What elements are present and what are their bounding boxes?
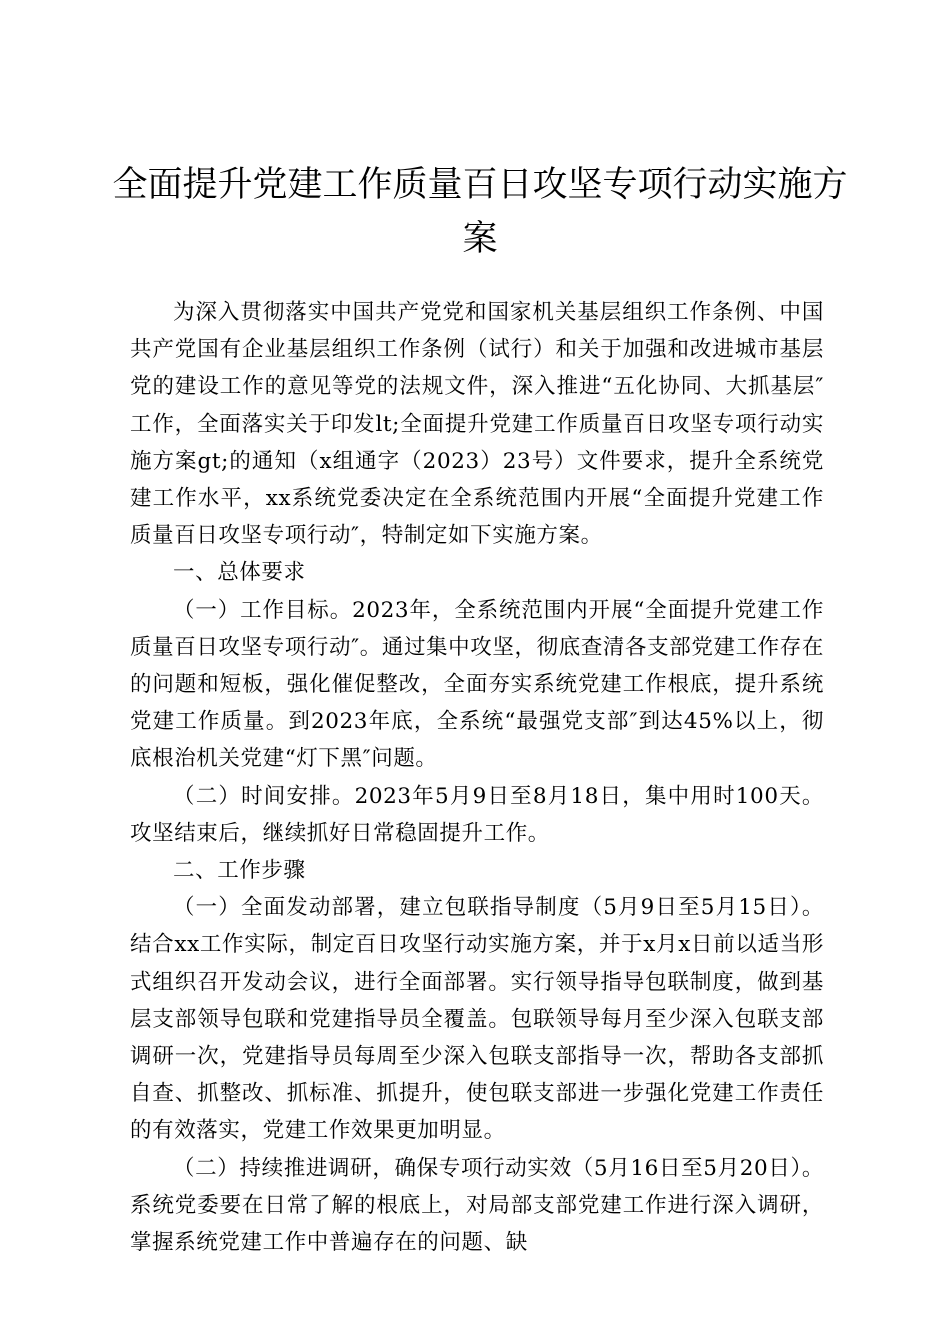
paragraph-step-one: （一）全面发动部署，建立包联指导制度（5月9日至5月15日）。结合xx工作实际，制定百日攻坚行动实施方案，并于x月x日前以适当形式组织召开发动会议，进行全面部署。实行领导指导包联制度，做到基层支部领导包联和党建指导员全覆盖。包联领导每月至少深入包联支部调研一次，党建指导员每周至少深入包联支部指导一次，帮助各支部抓自查、抓整改、抓标准、抓提升，使包联支部进一步强化党建工作责任的有效落实，党建工作效果更加明显。 [130, 895, 824, 1144]
document-title: 全面提升党建工作质量百日攻坚专项行动实施方案 [112, 165, 848, 259]
section-heading-work-steps: 二、工作步骤 [173, 858, 306, 884]
paragraph-schedule: （二）时间安排。2023年5月9日至8月18日，集中用时100天。攻坚结束后，继续抓好日常稳固提升工作。 [130, 783, 824, 846]
document-body [130, 294, 824, 1261]
paragraph-intro: 为深入贯彻落实中国共产党党和国家机关基层组织工作条例、中国共产党国有企业基层组织工作条例（试行）和关于加强和改进城市基层党的建设工作的意见等党的法规文件，深入推进“五化协同、大抓基层″工作，全面落实关于印发lt;全面提升党建工作质量百日攻坚专项行动实施方案gt;的通知（x组通字（2023）23号）文件要求，提升全系统党建工作水平，xx系统党委决定在全系统范围内开展“全面提升党建工作质量百日攻坚专项行动″，特制定如下实施方案。 [130, 300, 824, 549]
paragraph-step-two: （二）持续推进调研，确保专项行动实效（5月16日至5月20日）。系统党委要在日常了解的根底上，对局部支部党建工作进行深入调研，掌握系统党建工作中普遍存在的问题、缺 [130, 1155, 824, 1256]
section-heading-general-requirements: 一、总体要求 [173, 560, 306, 586]
paragraph-work-goals: （一）工作目标。2023年，全系统范围内开展“全面提升党建工作质量百日攻坚专项行动″。通过集中攻坚，彻底查清各支部党建工作存在的问题和短板，强化催促整改，全面夯实系统党建工作根底，提升系统党建工作质量。到2023年底，全系统“最强党支部″到达45%以上，彻底根治机关党建“灯下黑″问题。 [130, 597, 824, 772]
